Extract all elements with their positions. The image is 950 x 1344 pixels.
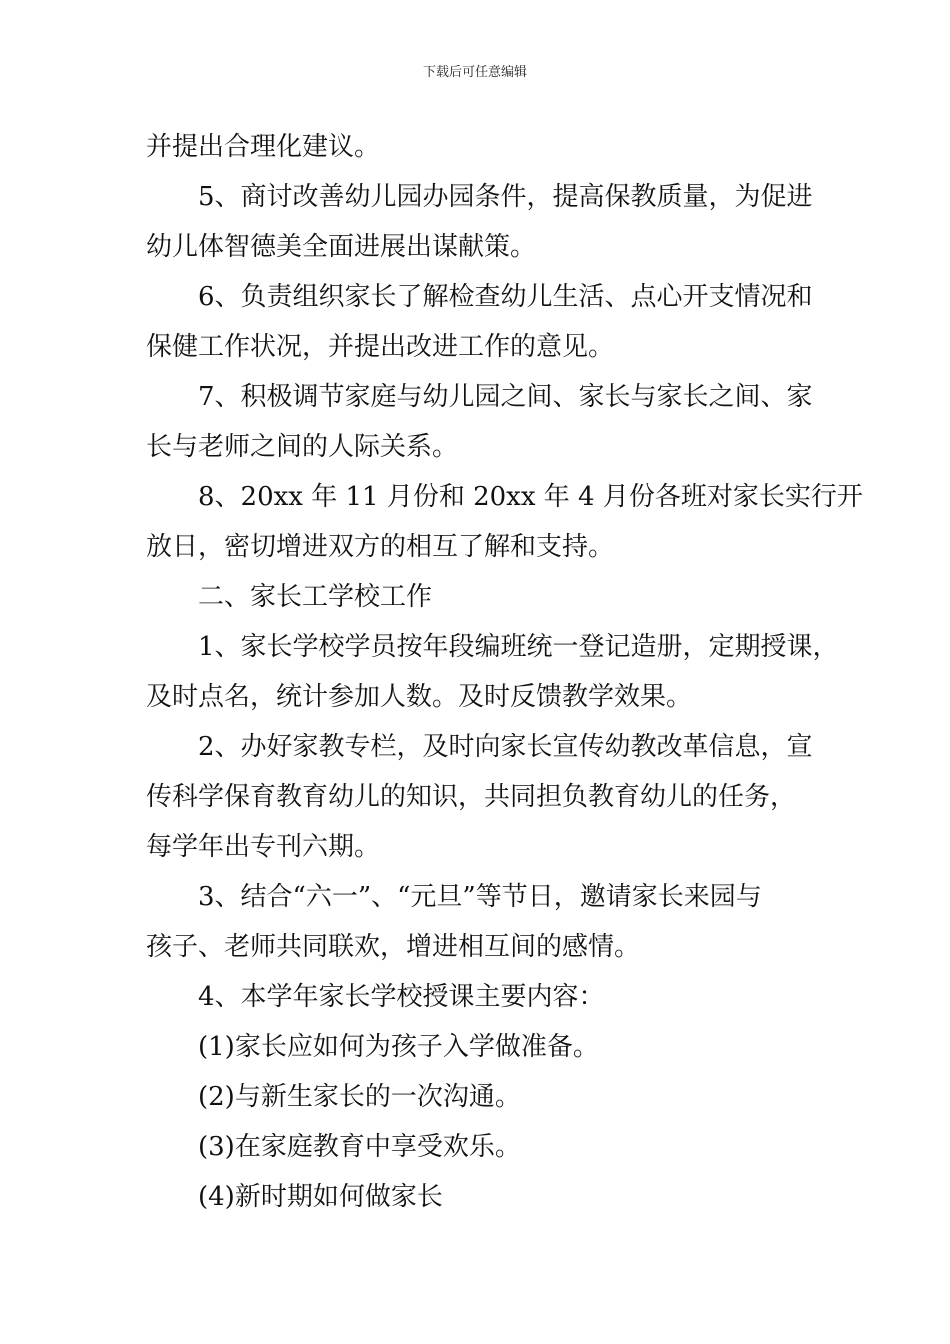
body-line: 放日，密切增进双方的相互了解和支持。	[146, 532, 615, 562]
body-line: 长与老师之间的人际关系。	[146, 432, 459, 462]
body-line: 7、积极调节家庭与幼儿园之间、家长与家长之间、家	[198, 382, 813, 412]
body-line: 保健工作状况，并提出改进工作的意见。	[146, 332, 615, 362]
body-line: 2、办好家教专栏，及时向家长宣传幼教改革信息，宣	[198, 732, 813, 762]
body-line: 4、本学年家长学校授课主要内容：	[198, 982, 605, 1012]
body-line: 幼儿体智德美全面进展出谋献策。	[146, 232, 537, 262]
body-line: 8、20xx 年 11 月份和 20xx 年 4 月份各班对家长实行开	[198, 482, 863, 512]
body-line: 1、家长学校学员按年段编班统一登记造册，定期授课，	[198, 632, 839, 662]
list-item: (4)新时期如何做家长	[198, 1182, 443, 1212]
body-line: 每学年出专刊六期。	[146, 832, 381, 862]
page-header: 下载后可任意编辑	[422, 65, 527, 80]
list-item: (3)在家庭教育中享受欢乐。	[198, 1132, 521, 1162]
list-item: (2)与新生家长的一次沟通。	[198, 1082, 521, 1112]
document-body	[146, 122, 863, 1222]
body-line: 并提出合理化建议。	[146, 132, 381, 162]
section-heading: 二、家长工学校工作	[198, 582, 433, 612]
body-line: 5、商讨改善幼儿园办园条件，提高保教质量，为促进	[198, 182, 813, 212]
body-line: 3、结合“六一”、“元旦”等节日，邀请家长来园与	[198, 882, 762, 912]
body-line: 及时点名，统计参加人数。及时反馈教学效果。	[146, 682, 693, 712]
body-line: 孩子、老师共同联欢，增进相互间的感情。	[146, 932, 641, 962]
body-line: 6、负责组织家长了解检查幼儿生活、点心开支情况和	[198, 282, 813, 312]
list-item: (1)家长应如何为孩子入学做准备。	[198, 1032, 599, 1062]
body-line: 传科学保育教育幼儿的知识，共同担负教育幼儿的任务，	[146, 782, 797, 812]
